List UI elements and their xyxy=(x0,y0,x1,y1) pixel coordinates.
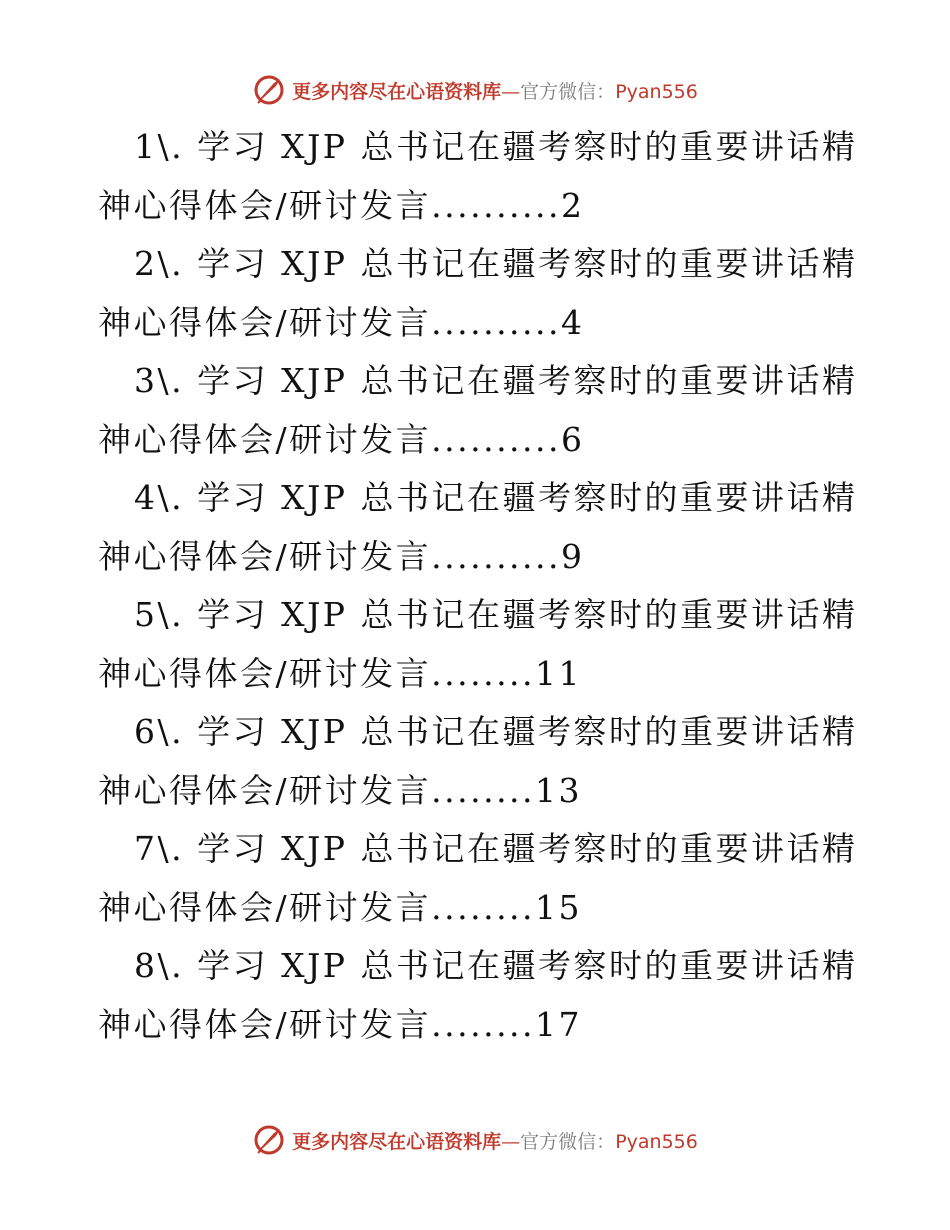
toc-entry-7[interactable] xyxy=(98,820,858,937)
watermark-wechat-id: Pyan556 xyxy=(615,1130,698,1153)
toc-entry-title: 8\. 学习 XJP 总书记在疆考察时的重要讲话精 xyxy=(134,946,858,985)
header-watermark xyxy=(0,70,950,110)
toc-entry-1[interactable] xyxy=(98,118,858,235)
toc-entry-6[interactable] xyxy=(98,703,858,820)
watermark-dash: — xyxy=(501,1130,521,1153)
watermark-dash: — xyxy=(501,80,521,103)
toc-entry-title: 3\. 学习 XJP 总书记在疆考察时的重要讲话精 xyxy=(134,361,858,400)
toc-entry-8[interactable] xyxy=(98,937,858,1054)
quill-pen-logo-icon xyxy=(252,73,286,107)
toc-entry-2[interactable] xyxy=(98,235,858,352)
toc-entry-title-cont: 神心得体会/研讨发言..........6 xyxy=(98,419,585,459)
toc-entry-title-cont: 神心得体会/研讨发言..........2 xyxy=(98,185,585,225)
table-of-contents xyxy=(98,118,858,1054)
quill-pen-logo-icon xyxy=(252,1123,286,1157)
toc-entry-title: 6\. 学习 XJP 总书记在疆考察时的重要讲话精 xyxy=(134,712,858,751)
toc-entry-title: 5\. 学习 XJP 总书记在疆考察时的重要讲话精 xyxy=(134,595,858,634)
watermark-wechat-id: Pyan556 xyxy=(615,80,698,103)
toc-entry-title: 1\. 学习 XJP 总书记在疆考察时的重要讲话精 xyxy=(134,127,858,166)
watermark-text xyxy=(292,1127,698,1154)
toc-entry-title-cont: 神心得体会/研讨发言........11 xyxy=(98,653,583,693)
toc-entry-3[interactable] xyxy=(98,352,858,469)
toc-entry-title: 7\. 学习 XJP 总书记在疆考察时的重要讲话精 xyxy=(134,829,858,868)
toc-entry-4[interactable] xyxy=(98,469,858,586)
toc-entry-title-cont: 神心得体会/研讨发言........17 xyxy=(98,1004,583,1044)
toc-entry-title-cont: 神心得体会/研讨发言........13 xyxy=(98,770,583,810)
toc-entry-title: 2\. 学习 XJP 总书记在疆考察时的重要讲话精 xyxy=(134,244,858,283)
watermark-official-label: 官方微信： xyxy=(520,1130,616,1153)
footer-watermark xyxy=(0,1120,950,1160)
toc-entry-title-cont: 神心得体会/研讨发言..........9 xyxy=(98,536,585,576)
toc-entry-5[interactable] xyxy=(98,586,858,703)
toc-entry-title: 4\. 学习 XJP 总书记在疆考察时的重要讲话精 xyxy=(134,478,858,517)
watermark-brand: 更多内容尽在心语资料库 xyxy=(292,80,502,103)
watermark-brand: 更多内容尽在心语资料库 xyxy=(292,1130,502,1153)
watermark-text xyxy=(292,77,698,104)
toc-entry-title-cont: 神心得体会/研讨发言........15 xyxy=(98,887,583,927)
watermark-official-label: 官方微信： xyxy=(520,80,616,103)
toc-entry-title-cont: 神心得体会/研讨发言..........4 xyxy=(98,302,585,342)
